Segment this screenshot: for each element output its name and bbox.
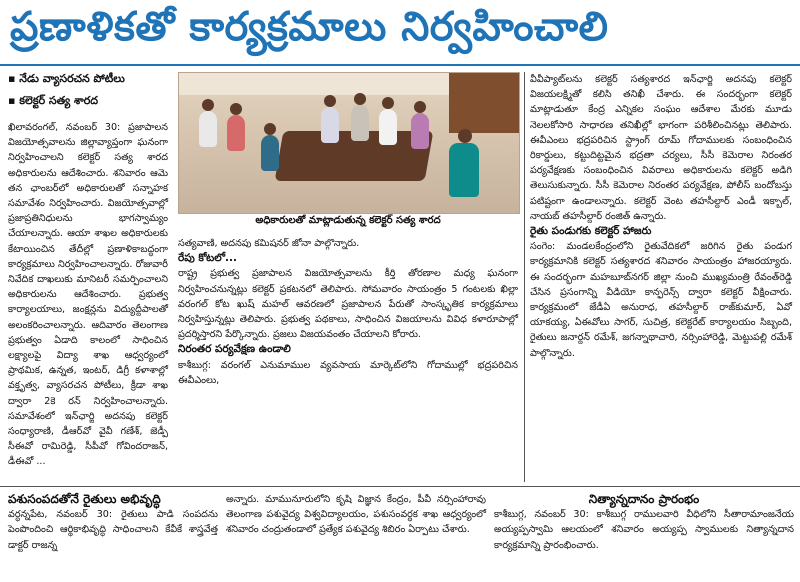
- bottom-headline-1: పశుసంపదతోనే రైతులు అభివృద్ధి: [8, 492, 161, 506]
- subhead-2: నిరంతర పర్యవేక్షణ ఉండాలి: [178, 343, 291, 356]
- bullet-1: ▪ నేడు వ్యాసరచన పోటీలు: [8, 72, 125, 85]
- bullet-list: [8, 72, 168, 116]
- column-rule: [524, 72, 525, 482]
- bullet-2: ▪ కలెక్టర్ సత్య శారద: [8, 94, 99, 107]
- article-column-1: [8, 120, 168, 470]
- article-text-3b: సంగెం: మండలకేంద్రంలోని రైతువేదికలో జరిగిన రైతు పండుగ కార్యక్రమానికి కలెక్టర్ సత్యశారద శనివారం సాయంత్రం హాజరయ్యారు. ఈ సందర్భంగా మహబూబ్‌నగర్ జిల్లా నుంచి ముఖ్యమంత్రి రేవంత్‌రెడ్డి చేసిన ప్రసంగాన్ని వీడియో కాన్ఫరెన్స్ ద్వారా కలెక్టర్ వీక్షించారు. కార్యక్రమంలో జేడీఏ అనురాధ, తహసీల్దార్ రాజ్‌కుమార్, ఏవో యాకయ్య, ఏఈవోలు సాగర్, సుచిత్ర, కలెక్టరేట్ కార్యాలయం సిబ్బంది, రైతులు జనార్దన్ రమేశ్, జగన్నాథాచారి, నర్సింహారెడ్డి, మెట్టుపల్లి రమేశ్ పాల్గొన్నారు.: [530, 241, 792, 359]
- article-text-2: సత్యవాణి, అదనపు కమిషనర్ జోనా పాల్గొన్నారు.: [178, 238, 360, 249]
- subhead-1: రేపు కోటలో...: [178, 252, 238, 265]
- headline: ప్రణాళికతో కార్యక్రమాలు నిర్వహించాలి: [10, 4, 609, 50]
- article-text-1: ఖిలావరంగల్, నవంబర్ 30: ప్రజాపాలన విజయోత్సవాలను జిల్లావ్యాప్తంగా ఘనంగా నిర్వహించాలని కలెక్టర్ సత్య శారద అధికారులను ఆదేశించారు. శనివారం ఆమె తన ఛాంబర్‌లో అధికారులతో సన్నాహక సమావేశం నిర్వహించారు. విజయోత్సవాల్లో ప్రజాప్రతినిధులను భాగస్వామ్యం చేయాలన్నారు. ఆయా శాఖల అధికారులకు కేటాయించిన తేదీల్లో ప్రణాళికాబద్ధంగా కార్యక్రమాలు నిర్వహించాలన్నారు. రోజువారీ నివేదిక దాఖలుకు మానిటరీ సమర్పించాలని అధికారులను ఆదేశించారు. ప్రభుత్వ కార్యాలయాలు, జంక్షన్లను విద్యుద్దీపాలతో అలంకరించాలన్నారు. ఆదివారం తెలంగాణ ప్రభుత్వం ఏడాది కాలంలో సాధించిన లక్ష్యాలపై విద్యా శాఖ ఆధ్వర్యంలో ప్రాథమిక, ఉన్నత, ఇంటర్, డిగ్రీ కళాశాల్లో వక్తృత్వ, వ్యాసరచన పోటీలు, క్రీడా శాఖ ద్వారా 2కె రన్ నిర్వహించాలన్నారు. సమావేశంలో ఇన్‌ఛార్జి అదనపు కలెక్టర్ సంధ్యారాణి, డీఆర్‌వో వైవీ గణేశ్, జెడ్పీ సీఈవో రామిరెడ్డి, సీపీవో గోవిందరాజన్, డీఈవో ...: [8, 122, 168, 468]
- bottom-headline-3: నిత్యాన్నదానం ప్రారంభం: [588, 492, 700, 506]
- bottom-article-1: [8, 492, 218, 553]
- bottom-article-2: [226, 492, 486, 538]
- headline-rule: [0, 64, 800, 66]
- photo-caption: అధికారులతో మాట్లాడుతున్న కలెక్టర్ సత్య శారద: [255, 215, 441, 226]
- article-text-2b: రాష్ట్ర ప్రభుత్వ ప్రజాపాలన విజయోత్సవాలను కీర్తి తోరణాల మధ్య ఘనంగా నిర్వహించనున్నట్లు కలెక్టర్ ప్రకటనలో తెలిపారు. సోమవారం సాయంత్రం 5 గంటలకు ఖిల్లా వరంగల్ కోట ఖుష్ మహల్ ఆవరణలో ప్రజాపాలన పేరుతో సాంస్కృతిక కార్యక్రమాలు నిర్వహిస్తున్నట్లు తెలిపారు. ప్రభుత్వ పథకాలు, సాధించిన విజయాలను వివిధ కళారూపాల్లో ప్రదర్శిస్తారని పేర్కొన్నారు. ప్రజలు విజయవంతం చేయాలని కోరారు.: [178, 268, 518, 341]
- bottom-rule: [0, 486, 800, 487]
- news-photo: [178, 72, 520, 214]
- article-text-3: వీవీప్యాట్‌లను కలెక్టర్ సత్యశారద ఇన్‌ఛార్జి అదనపు కలెక్టర్ విజయలక్ష్మితో కలిసి తనిఖీ చేశారు. ఈ సందర్భంగా కలెక్టర్ మాట్లాడుతూ కేంద్ర ఎన్నికల సంఘం ఆదేశాల మేరకు మూడు నెలలకోసారి సాధారణ తనిఖీల్లో భాగంగా పరిశీలించినట్లు తెలిపారు. ఈవీఎంలు భద్రపరిచిన స్ట్రాంగ్ రూమ్ గోదాములకు సంబంధించిన రికార్డులు, కట్టుదిట్టమైన భద్రతా చర్యలు, సీసీ కెమెరాల నిరంతర పర్యవేక్షణకు సంబంధించిన వివరాలు అధికారులను కలెక్టర్ అడిగి తెలుసుకున్నారు. సీసీ కెమెరాల నిరంతర పర్యవేక్షణ, పోలీస్ బందోబస్తు పటిష్టంగా ఉండాలన్నారు. కలెక్టర్ వెంట తహసీల్దార్ ఎండీ ఇక్బాల్, నాయబ్ తహసీల్దార్ రంజిత్ ఉన్నారు.: [530, 74, 792, 222]
- headline-banner: [0, 0, 800, 64]
- subhead-3: రైతు పండుగకు కలెక్టర్ హాజరు: [530, 225, 652, 238]
- article-column-3: [530, 72, 792, 361]
- bottom-article-3: [494, 492, 794, 553]
- bottom-text-1: వర్ధన్నపేట, నవంబర్ 30: రైతులు పాడి సంపదను పెంపొందించి ఆర్థికాభివృద్ధి సాధించాలని కేవీకే శాస్త్రవేత్త డాక్టర్ రాజన్న: [8, 509, 218, 551]
- bottom-text-2: అన్నారు. మామునూరులోని కృషి విజ్ఞాన కేంద్రం, పీవీ నర్సింహారావు తెలంగాణ పశువైద్య విశ్వవిద్యాలయం, పశుసంవర్ధక శాఖ ఆధ్వర్యంలో శనివారం చంద్రుతండాలో ప్రత్యేక పశువైద్య శిబిరం ఏర్పాటు చేశారు.: [226, 494, 486, 536]
- bottom-text-3: కాశీబుగ్గ, నవంబర్ 30: కాశీబుగ్గ రాములవారి వీధిలోని సీతారామాంజనేయ అయ్యప్పస్వామి ఆలయంలో శనివారం అయ్యప్ప స్వాములకు నిత్యాన్నదాన కార్యక్రమాన్ని ప్రారంభించారు.: [494, 509, 794, 551]
- article-column-2: [178, 236, 518, 388]
- article-text-2c: కాశీబుగ్గ: వరంగల్ ఎనుమాముల వ్యవసాయ మార్కెట్‌లోని గోదాముల్లో భద్రపరిచిన ఈవీఎంలు,: [178, 359, 518, 386]
